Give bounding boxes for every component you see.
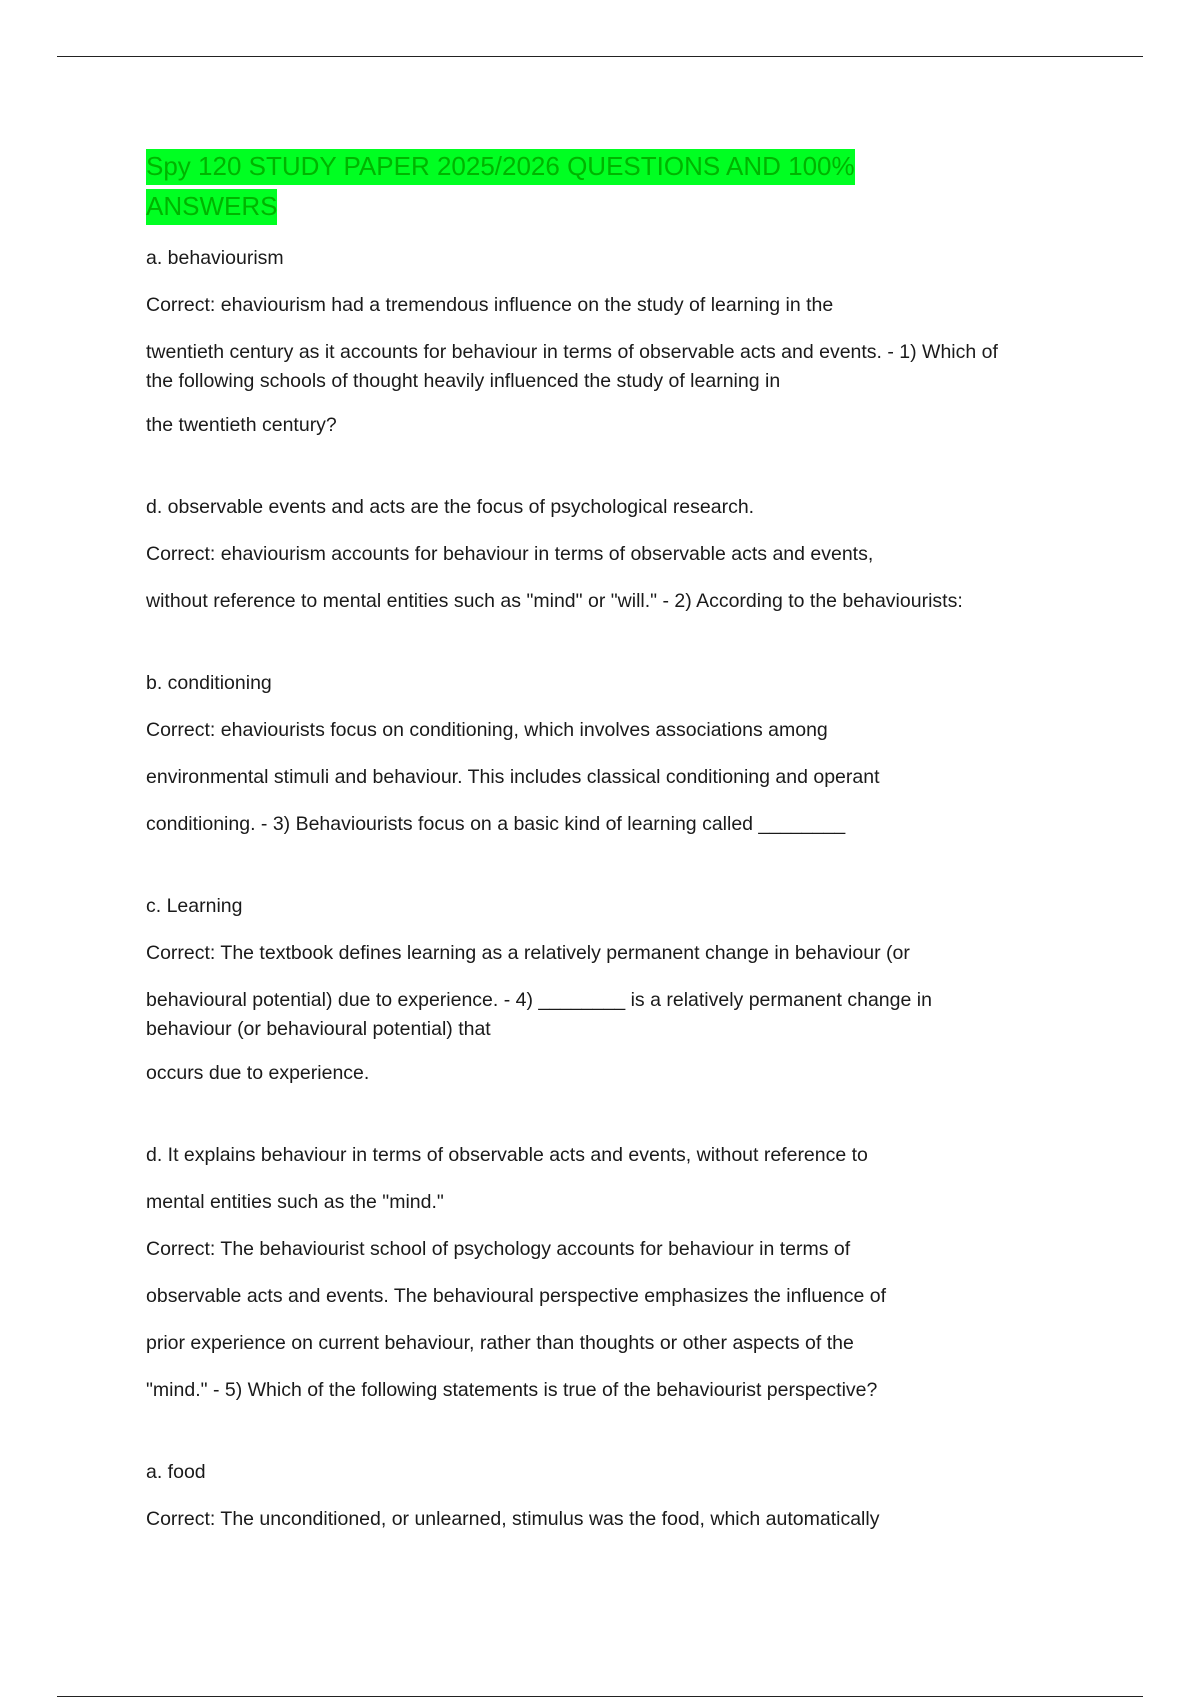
explanation-1-line-4: the twentieth century? bbox=[146, 414, 337, 436]
explanation-5-line-2: observable acts and events. The behavioural perspective emphasizes the influence of bbox=[146, 1285, 887, 1307]
answer-3: b. conditioning bbox=[146, 672, 272, 694]
explanation-5-line-4: "mind." - 5) Which of the following statements is true of the behaviourist perspective? bbox=[146, 1379, 878, 1401]
explanation-2-line-2: without reference to mental entities such as "mind" or "will." - 2) According to the behaviourists: bbox=[146, 590, 963, 612]
explanation-2-line-1: Correct: ehaviourism accounts for behaviour in terms of observable acts and events, bbox=[146, 543, 874, 565]
explanation-1-line-2: twentieth century as it accounts for behaviour in terms of observable acts and events. - 1) Which of bbox=[146, 341, 998, 363]
answer-5-line-2: mental entities such as the "mind." bbox=[146, 1191, 444, 1213]
explanation-4-line-1: Correct: The textbook defines learning as a relatively permanent change in behaviour (or bbox=[146, 942, 910, 964]
answer-1: a. behaviourism bbox=[146, 247, 284, 269]
explanation-4-line-3: behaviour (or behavioural potential) that bbox=[146, 1018, 491, 1040]
explanation-1-line-3: the following schools of thought heavily influenced the study of learning in bbox=[146, 370, 781, 392]
top-rule bbox=[57, 56, 1143, 57]
explanation-4-line-2: behavioural potential) due to experience. - 4) ________ is a relatively permanent change in bbox=[146, 989, 932, 1011]
explanation-1-line-1: Correct: ehaviourism had a tremendous influence on the study of learning in the bbox=[146, 294, 834, 316]
title-line-1: Spy 120 STUDY PAPER 2025/2026 QUESTIONS AND 100% bbox=[146, 149, 855, 185]
title-line-2: ANSWERS bbox=[146, 189, 277, 225]
document-title bbox=[146, 146, 1046, 226]
explanation-3-line-2: environmental stimuli and behaviour. This includes classical conditioning and operant bbox=[146, 766, 880, 788]
answer-6: a. food bbox=[146, 1461, 206, 1483]
answer-4: c. Learning bbox=[146, 895, 243, 917]
document-body bbox=[146, 146, 1046, 1534]
explanation-6-line-1: Correct: The unconditioned, or unlearned, stimulus was the food, which automatically bbox=[146, 1508, 880, 1530]
answer-5-line-1: d. It explains behaviour in terms of observable acts and events, without reference to bbox=[146, 1144, 868, 1166]
explanation-5-line-1: Correct: The behaviourist school of psychology accounts for behaviour in terms of bbox=[146, 1238, 851, 1260]
explanation-5-line-3: prior experience on current behaviour, rather than thoughts or other aspects of the bbox=[146, 1332, 854, 1354]
explanation-4-line-4: occurs due to experience. bbox=[146, 1062, 370, 1084]
answer-2: d. observable events and acts are the focus of psychological research. bbox=[146, 496, 755, 518]
bottom-rule bbox=[57, 1696, 1143, 1697]
explanation-3-line-1: Correct: ehaviourists focus on conditioning, which involves associations among bbox=[146, 719, 828, 741]
explanation-3-line-3: conditioning. - 3) Behaviourists focus on a basic kind of learning called ________ bbox=[146, 813, 846, 835]
